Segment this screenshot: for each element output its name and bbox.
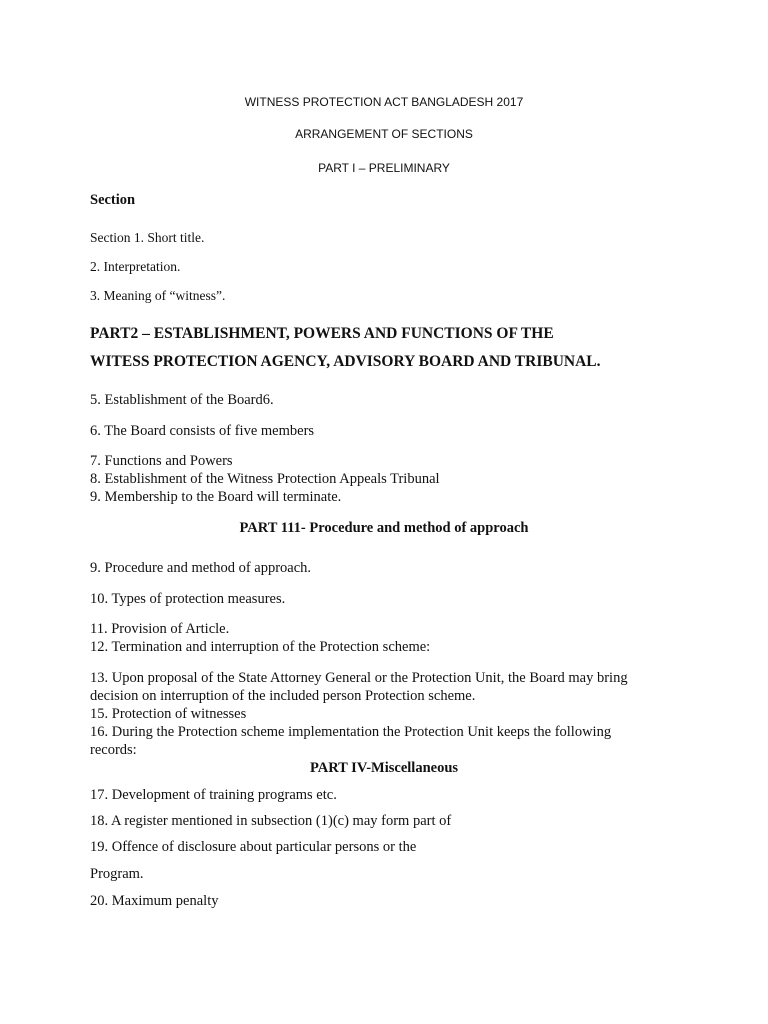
part4-item: 19. Offence of disclosure about particular persons or the: [90, 839, 417, 855]
part3-heading: PART 111- Procedure and method of approach: [239, 520, 529, 536]
part3-item: 11. Provision of Article.: [90, 621, 230, 637]
arrangement-heading: ARRANGEMENT OF SECTIONS: [295, 127, 473, 141]
part4-heading: PART IV-Miscellaneous: [309, 760, 459, 776]
part2-heading-line: PART2 – ESTABLISHMENT, POWERS AND FUNCTIONS OF THE: [90, 325, 554, 342]
part4-item: 17. Development of training programs etc.: [90, 787, 337, 803]
part2-item: 5. Establishment of the Board6.: [90, 392, 274, 408]
part3-item: 12. Termination and interruption of the Protection scheme:: [90, 639, 431, 655]
part3-item: 13. Upon proposal of the State Attorney General or the Protection Unit, the Board may bring decision on interruption of the included person Protection scheme.: [90, 670, 628, 704]
part1-item: 2. Interpretation.: [90, 259, 181, 274]
part2-item: 8. Establishment of the Witness Protection Appeals Tribunal: [90, 471, 440, 487]
part3-item: 16. During the Protection scheme implementation the Protection Unit keeps the following records:: [90, 724, 612, 758]
part1-heading: PART I – PRELIMINARY: [318, 161, 450, 175]
part3-item: 15. Protection of witnesses: [90, 706, 247, 722]
part4-item: 20. Maximum penalty: [90, 893, 219, 909]
part2-heading-line: WITESS PROTECTION AGENCY, ADVISORY BOARD AND TRIBUNAL.: [90, 353, 601, 370]
section-heading: Section: [90, 192, 136, 208]
part4-item: 18. A register mentioned in subsection (1)(c) may form part of: [90, 813, 452, 829]
document-title: WITNESS PROTECTION ACT BANGLADESH 2017: [244, 95, 524, 109]
part1-item: Section 1. Short title.: [90, 230, 205, 245]
part2-item: 7. Functions and Powers: [90, 453, 233, 469]
part3-item: 10. Types of protection measures.: [90, 591, 286, 607]
part2-item: 9. Membership to the Board will terminate.: [90, 489, 342, 505]
part2-item: 6. The Board consists of five members: [90, 423, 315, 439]
part4-item: Program.: [90, 866, 144, 882]
part3-item: 9. Procedure and method of approach.: [90, 560, 312, 576]
part1-item: 3. Meaning of “witness”.: [90, 288, 226, 303]
